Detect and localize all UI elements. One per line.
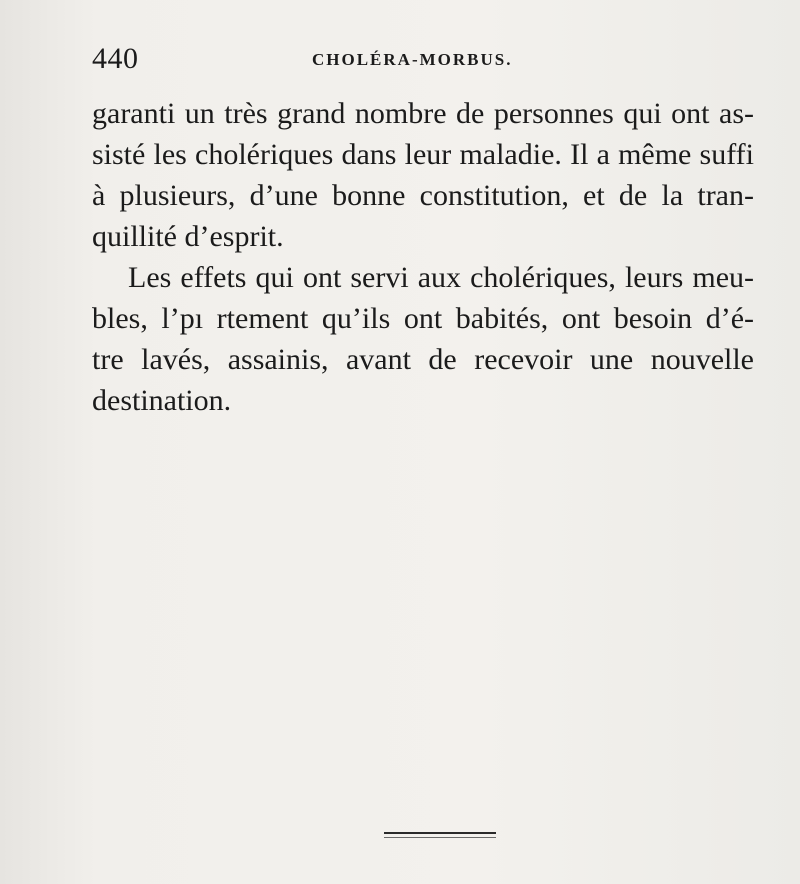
running-title: CHOLÉRA-MORBUS. bbox=[312, 50, 513, 69]
body-text bbox=[92, 93, 754, 421]
paragraph-2 bbox=[92, 257, 754, 421]
section-rule bbox=[384, 832, 496, 834]
text-line: Les effets qui ont servi aux cholériques, leurs meu- bbox=[128, 261, 754, 294]
paragraph-1 bbox=[92, 93, 754, 257]
text-line: tre lavés, assainis, avant de recevoir une nouvelle bbox=[92, 343, 754, 376]
text-line: à plusieurs, d’une bonne constitution, et de la tran- bbox=[92, 179, 754, 212]
page-number: 440 bbox=[92, 42, 139, 75]
text-line: bles, l’pı rtement qu’ils ont babités, ont besoin d’é- bbox=[92, 302, 754, 335]
text-line: destination. bbox=[92, 384, 232, 417]
text-line: garanti un très grand nombre de personnes qui ont as- bbox=[92, 97, 754, 130]
text-line: quillité d’esprit. bbox=[92, 220, 284, 253]
section-rule-thin bbox=[384, 837, 496, 838]
text-line: sisté les cholériques dans leur maladie. Il a même suffi bbox=[92, 138, 754, 171]
page-header bbox=[92, 42, 752, 82]
